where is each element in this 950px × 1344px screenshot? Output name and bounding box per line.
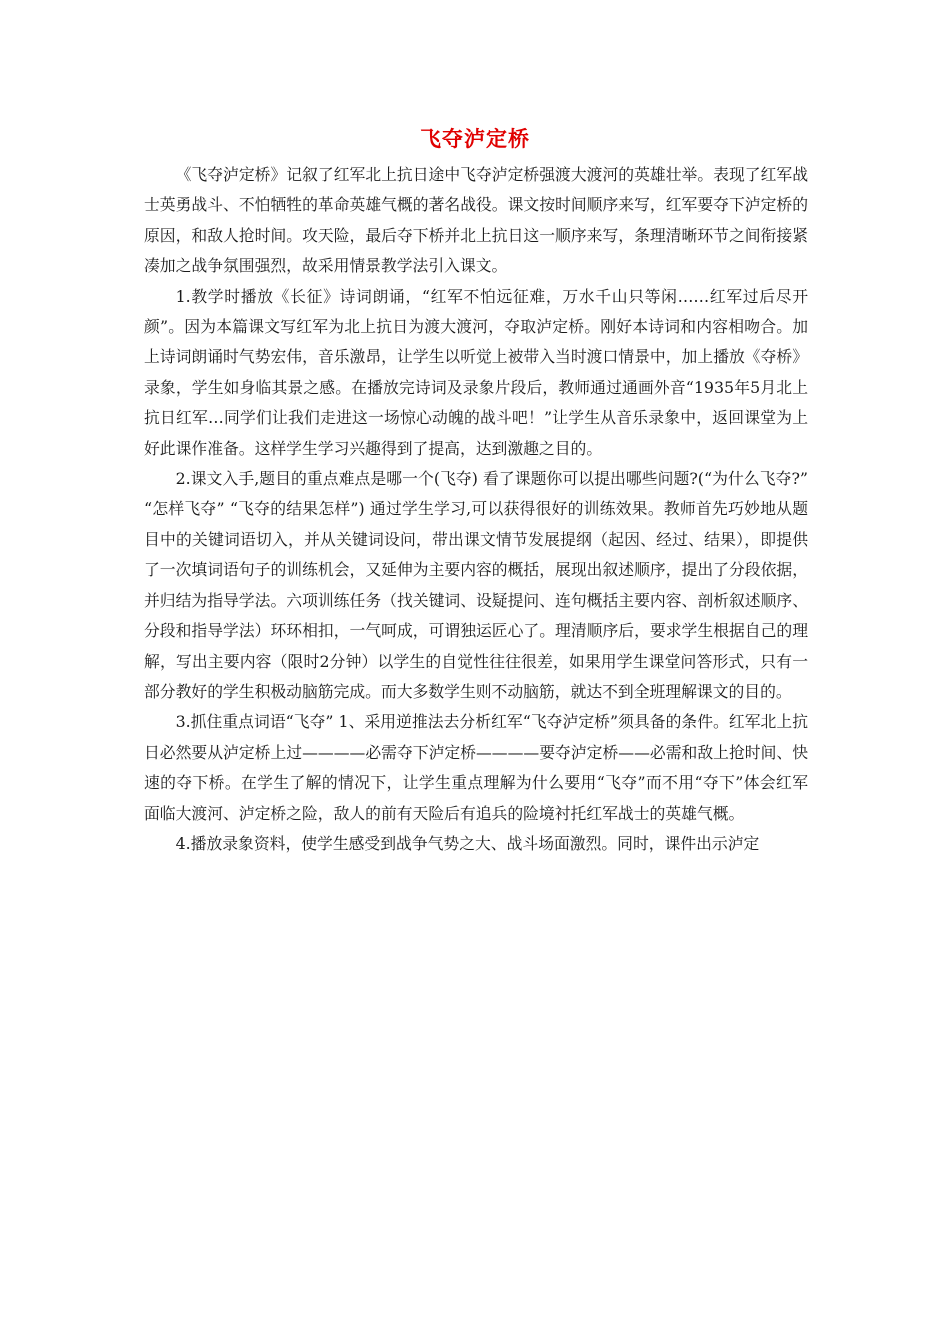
paragraph-intro: 《飞夺泸定桥》记叙了红军北上抗日途中飞夺泸定桥强渡大渡河的英雄壮举。表现了红军战士英勇战斗、不怕牺牲的革命英雄气概的著名战役。课文按时间顺序来写，红军要夺下泸定桥的原因，和敌人抢时间。攻天险，最后夺下桥并北上抗日这一顺序来写，条理清晰环节之间衔接紧凑加之战争氛围强烈，故采用情景教学法引入课文。: [144, 165, 808, 276]
paragraph-4: 4.播放录象资料，使学生感受到战争气势之大、战斗场面激烈。同时，课件出示泸定: [175, 833, 760, 853]
paragraph-2: 2.课文入手,题目的重点难点是哪一个(飞夺) 看了课题你可以提出哪些问题?(“为什么飞夺?” “怎样飞夺” “飞夺的结果怎样”) 通过学生学习,可以获得很好的训练效果。教师首先巧妙地从题目中的关键词语切入，并从关键词设问，带出课文情节发展提纲（起因、经过、结果），即提供了一次填词语句子的训练机会，又延伸为主要内容的概括，展现出叙述顺序，提出了分段依据，并归结为指导学法。六项训练任务（找关键词、设疑提问、连句概括主要内容、剖析叙述顺序、分段和指导学法）环环相扣，一气呵成，可谓独运匠心了。理清顺序后，要求学生根据自己的理解，写出主要内容（限时2分钟）以学生的自觉性往往很差，如果用学生课堂问答形式，只有一部分教好的学生积极动脑筋完成。而大多数学生则不动脑筋，就达不到全班理解课文的目的。: [144, 469, 808, 701]
paragraph-1: 1.教学时播放《长征》诗词朗诵，“红军不怕远征难，万水千山只等闲……红军过后尽开颜”。因为本篇课文写红军为北上抗日为渡大渡河，夺取泸定桥。刚好本诗词和内容相吻合。加上诗词朗诵时气势宏伟，音乐激昂，让学生以听觉上被带入当时渡口情景中，加上播放《夺桥》录象，学生如身临其景之感。在播放完诗词及录象片段后，教师通过通画外音“1935年5月北上抗日红军…同学们让我们走进这一场惊心动魄的战斗吧！”让学生从音乐录象中，返回课堂为上好此课作准备。这样学生学习兴趣得到了提高，达到激趣之目的。: [144, 286, 808, 458]
document-body: [144, 160, 808, 859]
document-title: 飞夺泸定桥: [420, 126, 530, 151]
paragraph-3: 3.抓住重点词语“飞夺” 1、采用逆推法去分析红军“飞夺泸定桥”须具备的条件。红军北上抗日必然要从泸定桥上过————必需夺下泸定桥————要夺泸定桥——必需和敌上抢时间、快速的夺下桥。在学生了解的情况下，让学生重点理解为什么要用“飞夺”而不用“夺下”体会红军面临大渡河、泸定桥之险，敌人的前有天险后有追兵的险境衬托红军战士的英雄气概。: [144, 712, 808, 823]
